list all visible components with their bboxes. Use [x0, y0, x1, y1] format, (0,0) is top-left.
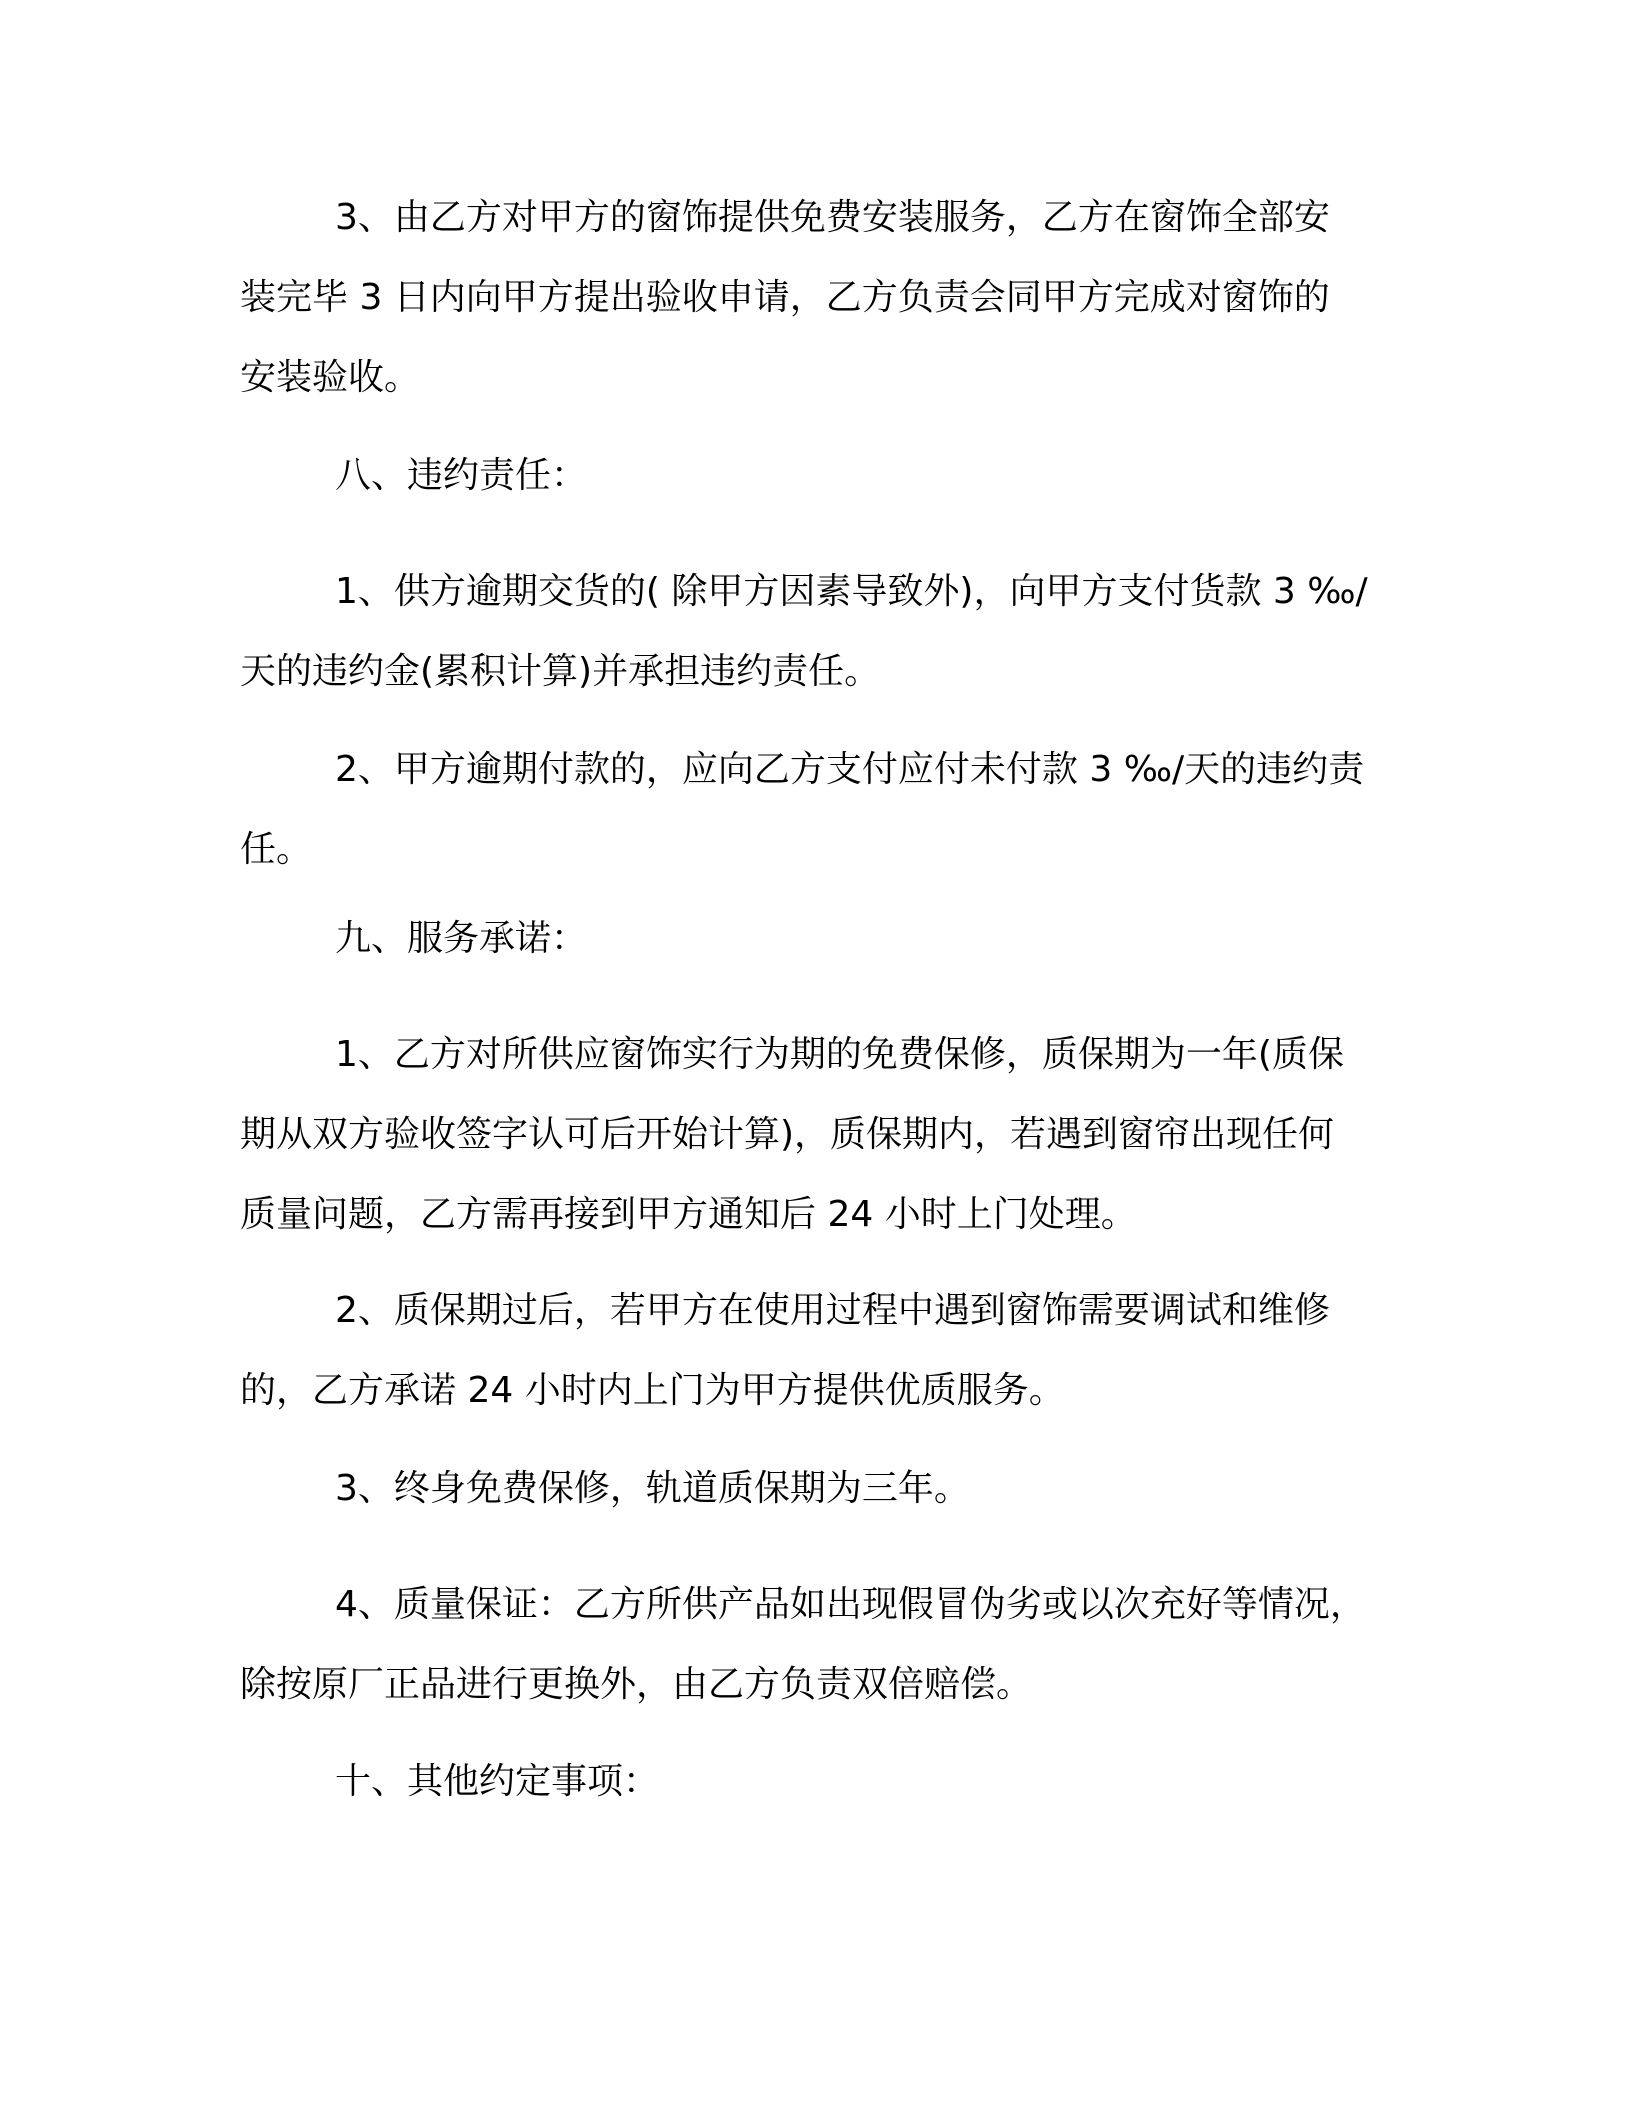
section-heading-breach-liability	[240, 436, 1380, 516]
text-line: 任。	[240, 829, 313, 870]
text-line: 八、违约责任：	[335, 455, 588, 496]
paragraph-installation-service	[240, 178, 1380, 418]
paragraph-after-warranty	[240, 1271, 1380, 1431]
text-line: 2、甲方逾期付款的，应向乙方支付应付未付款 3 ‰/天的违约责	[335, 749, 1365, 790]
text-line: 3、终身免费保修，轨道质保期为三年。	[335, 1468, 970, 1509]
text-line: 装完毕 3 日内向甲方提出验收申请，乙方负责会同甲方完成对窗饰的	[240, 277, 1330, 318]
paragraph-warranty	[240, 1015, 1380, 1255]
section-heading-other-matters	[240, 1742, 1380, 1822]
section-heading-service-commitment	[240, 899, 1380, 979]
text-line: 质量问题，乙方需再接到甲方通知后 24 小时上门处理。	[240, 1194, 1137, 1235]
text-line: 天的违约金(累积计算)并承担违约责任。	[240, 651, 881, 692]
text-line: 3、由乙方对甲方的窗饰提供免费安装服务，乙方在窗饰全部安	[335, 197, 1330, 238]
paragraph-lifetime-repair	[240, 1449, 1380, 1529]
text-line: 九、服务承诺：	[335, 918, 588, 959]
paragraph-late-payment	[240, 730, 1380, 890]
text-line: 期从双方验收签字认可后开始计算)，质保期内，若遇到窗帘出现任何	[240, 1114, 1335, 1155]
paragraph-late-delivery	[240, 552, 1380, 712]
text-line: 2、质保期过后，若甲方在使用过程中遇到窗饰需要调试和维修	[335, 1290, 1330, 1331]
text-line: 除按原厂正品进行更换外，由乙方负责双倍赔偿。	[240, 1664, 1033, 1705]
text-line: 的，乙方承诺 24 小时内上门为甲方提供优质服务。	[240, 1370, 1065, 1411]
text-line: 4、质量保证：乙方所供产品如出现假冒伪劣或以次充好等情况，	[335, 1584, 1366, 1625]
text-line: 安装验收。	[240, 357, 421, 398]
text-line: 1、供方逾期交货的( 除甲方因素导致外)，向甲方支付货款 3 ‰/	[335, 571, 1368, 612]
text-line: 1、乙方对所供应窗饰实行为期的免费保修，质保期为一年(质保	[335, 1034, 1344, 1075]
text-line: 十、其他约定事项：	[335, 1761, 660, 1802]
paragraph-quality-guarantee	[240, 1565, 1380, 1725]
